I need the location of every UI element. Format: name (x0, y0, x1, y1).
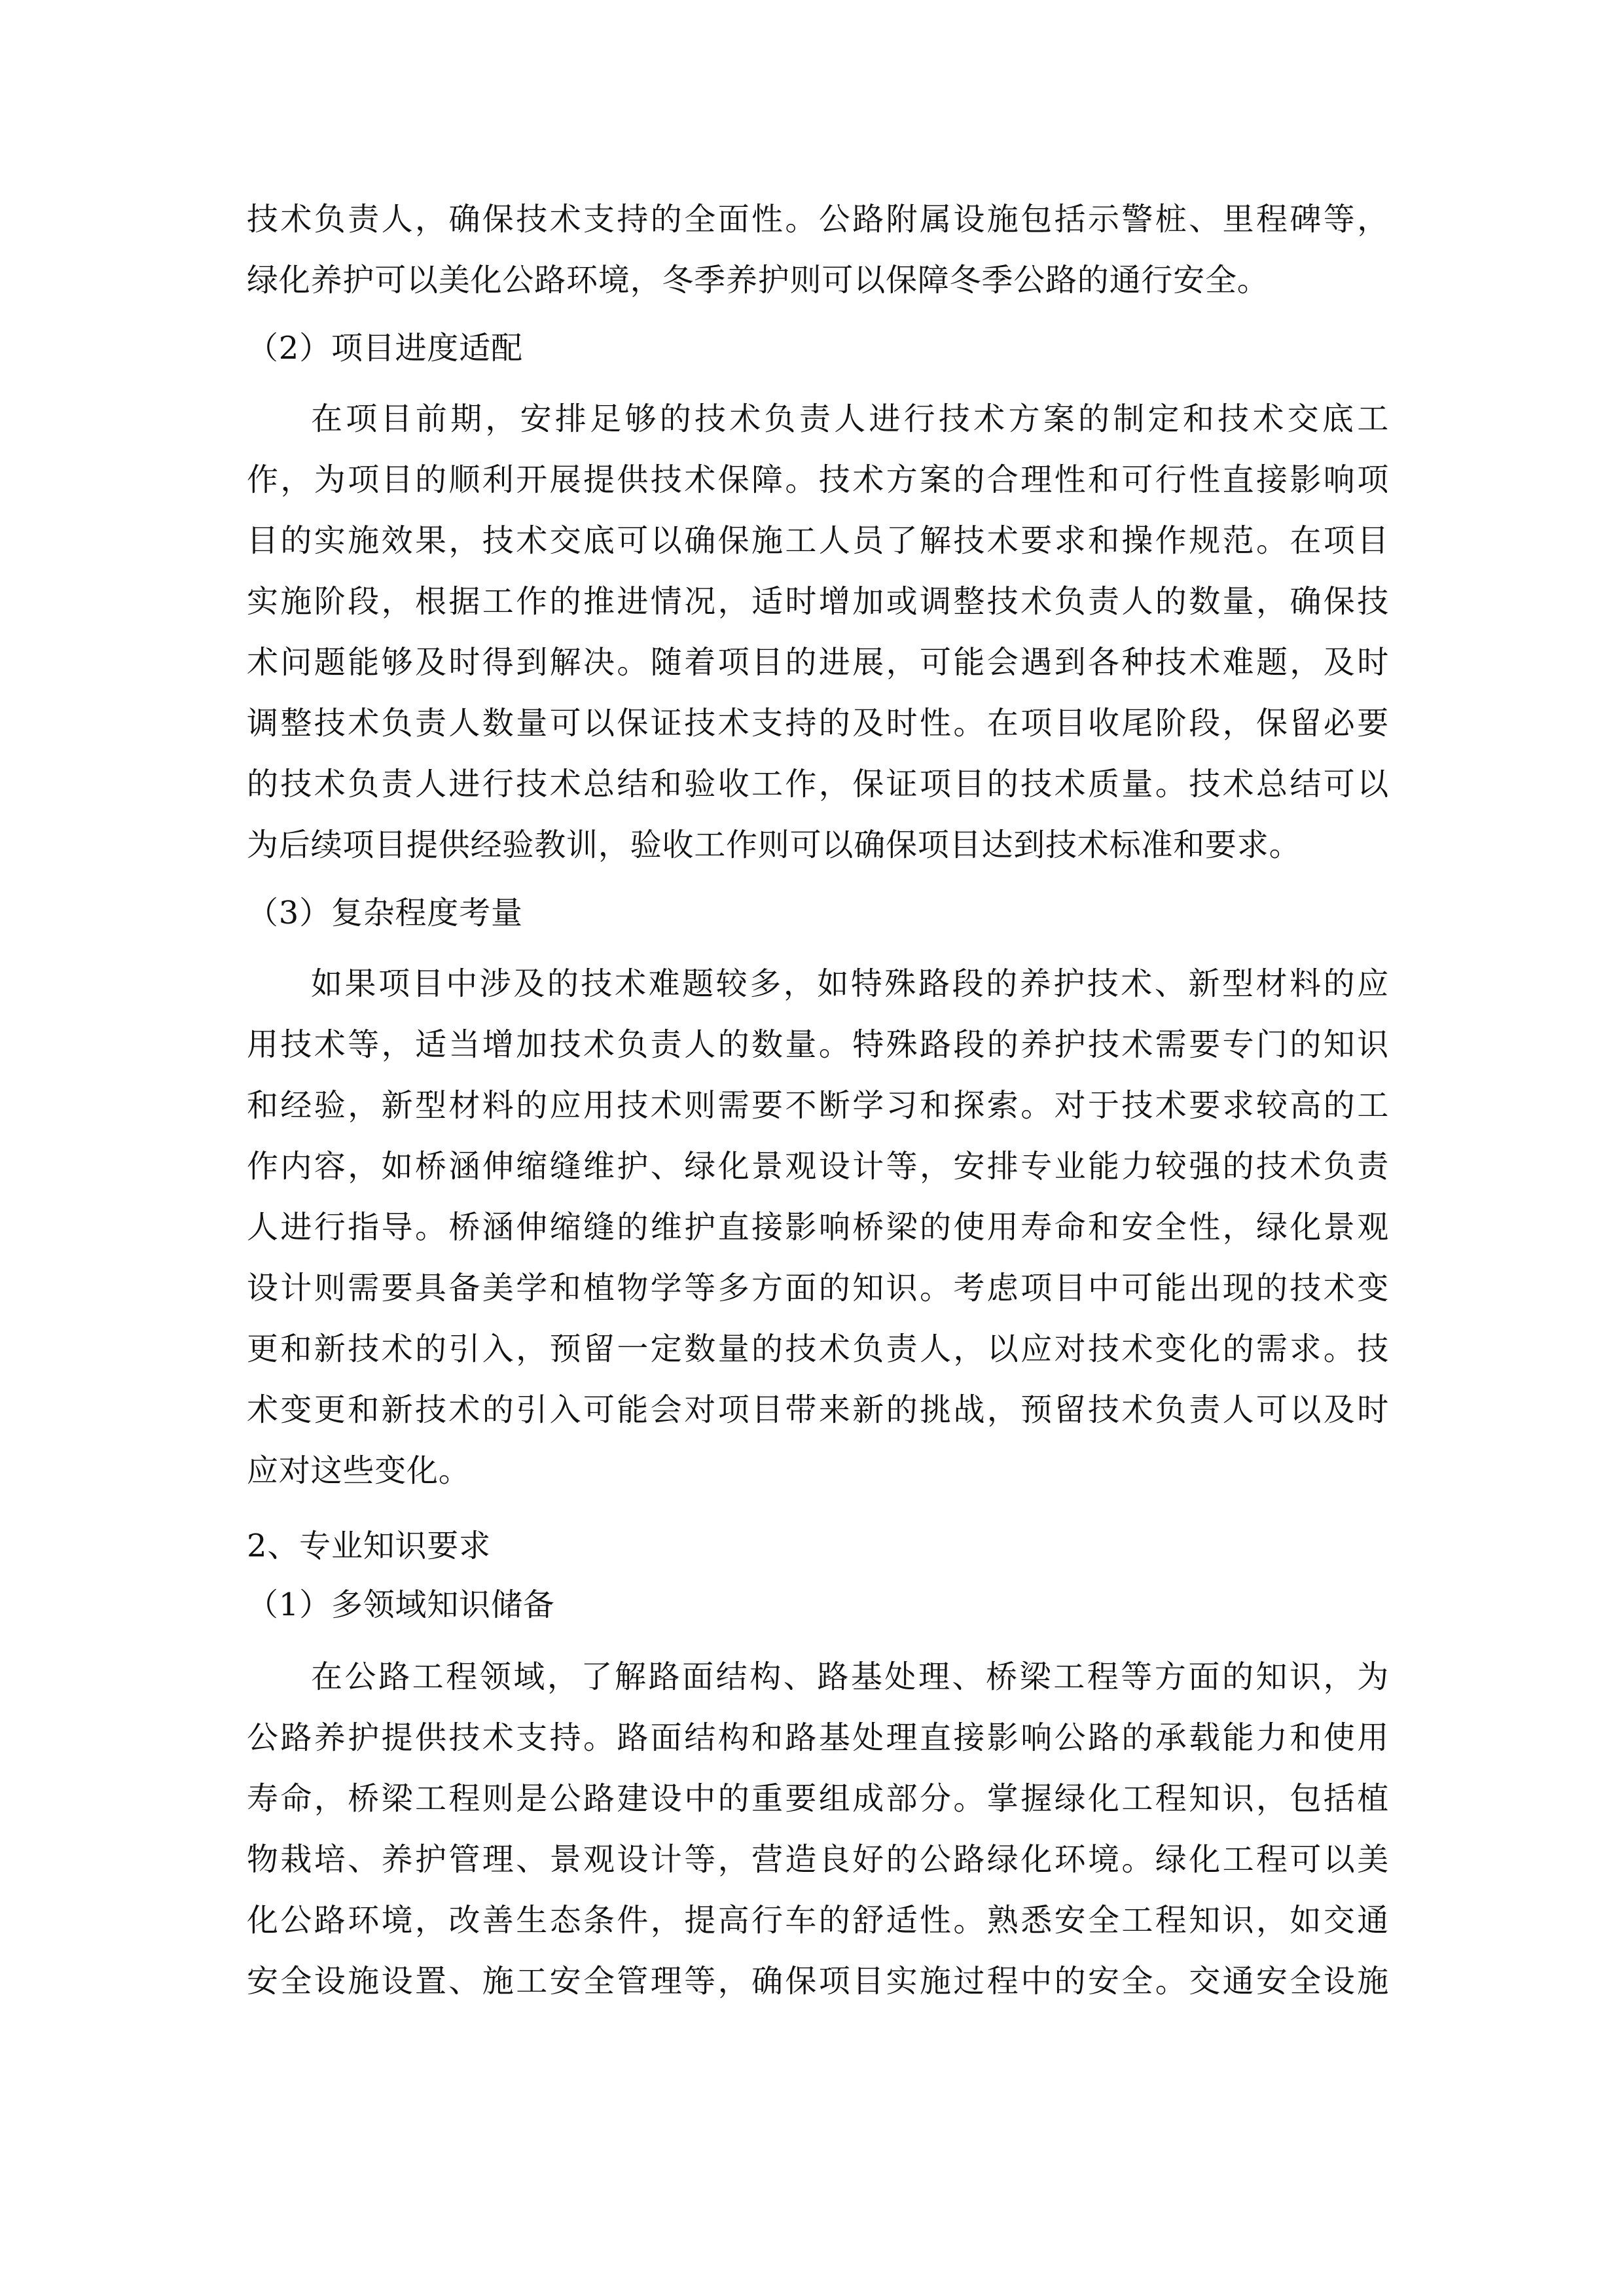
paragraph-line: 物栽培、养护管理、景观设计等，营造良好的公路绿化环境。绿化工程可以美 (247, 1841, 1389, 1878)
paragraph-line: 术变更和新技术的引入可能会对项目带来新的挑战，预留技术负责人可以及时 (247, 1391, 1389, 1428)
section-heading: （1）多领域知识储备 (247, 1587, 555, 1623)
paragraph-line: 更和新技术的引入，预留一定数量的技术负责人，以应对技术变化的需求。技 (247, 1331, 1389, 1367)
paragraph-line: 绿化养护可以美化公路环境，冬季养护则可以保障冬季公路的通行安全。 (247, 262, 1269, 298)
paragraph-line: 作，为项目的顺利开展提供技术保障。技术方案的合理性和可行性直接影响项 (247, 461, 1389, 498)
paragraph-line: 目的实施效果，技术交底可以确保施工人员了解技术要求和操作规范。在项目 (247, 522, 1389, 559)
paragraph-line: 技术负责人，确保技术支持的全面性。公路附属设施包括示警桩、里程碑等， (247, 201, 1389, 238)
section-heading: （3）复杂程度考量 (247, 895, 523, 931)
paragraph-line: 寿命，桥梁工程则是公路建设中的重要组成部分。掌握绿化工程知识，包括植 (247, 1780, 1389, 1817)
paragraph-line: 为后续项目提供经验教训，验收工作则可以确保项目达到技术标准和要求。 (247, 827, 1301, 863)
paragraph-line: 在公路工程领域，了解路面结构、路基处理、桥梁工程等方面的知识，为 (311, 1659, 1389, 1695)
paragraph-line: 作内容，如桥涵伸缩缝维护、绿化景观设计等，安排专业能力较强的技术负责 (247, 1148, 1389, 1185)
paragraph-line: 设计则需要具备美学和植物学等多方面的知识。考虑项目中可能出现的技术变 (247, 1270, 1389, 1306)
paragraph-line: 公路养护提供技术支持。路面结构和路基处理直接影响公路的承载能力和使用 (247, 1719, 1389, 1756)
paragraph-line: 在项目前期，安排足够的技术负责人进行技术方案的制定和技术交底工 (311, 401, 1389, 437)
paragraph-line: 的技术负责人进行技术总结和验收工作，保证项目的技术质量。技术总结可以 (247, 766, 1389, 802)
paragraph-line: 和经验，新型材料的应用技术则需要不断学习和探索。对于技术要求较高的工 (247, 1087, 1389, 1124)
paragraph-line: 人进行指导。桥涵伸缩缝的维护直接影响桥梁的使用寿命和安全性，绿化景观 (247, 1209, 1389, 1246)
paragraph-line: 用技术等，适当增加技术负责人的数量。特殊路段的养护技术需要专门的知识 (247, 1026, 1389, 1063)
paragraph-line: 安全设施设置、施工安全管理等，确保项目实施过程中的安全。交通安全设施 (247, 1963, 1389, 2000)
paragraph-line: 术问题能够及时得到解决。随着项目的进展，可能会遇到各种技术难题，及时 (247, 644, 1389, 681)
section-heading: 2、专业知识要求 (247, 1528, 491, 1564)
paragraph-line: 实施阶段，根据工作的推进情况，适时增加或调整技术负责人的数量，确保技 (247, 583, 1389, 620)
paragraph-line: 如果项目中涉及的技术难题较多，如特殊路段的养护技术、新型材料的应 (311, 965, 1389, 1002)
paragraph-line: 调整技术负责人数量可以保证技术支持的及时性。在项目收尾阶段，保留必要 (247, 705, 1389, 742)
paragraph-line: 化公路环境，改善生态条件，提高行车的舒适性。熟悉安全工程知识，如交通 (247, 1902, 1389, 1939)
section-heading: （2）项目进度适配 (247, 330, 523, 367)
paragraph-line: 应对这些变化。 (247, 1452, 471, 1489)
